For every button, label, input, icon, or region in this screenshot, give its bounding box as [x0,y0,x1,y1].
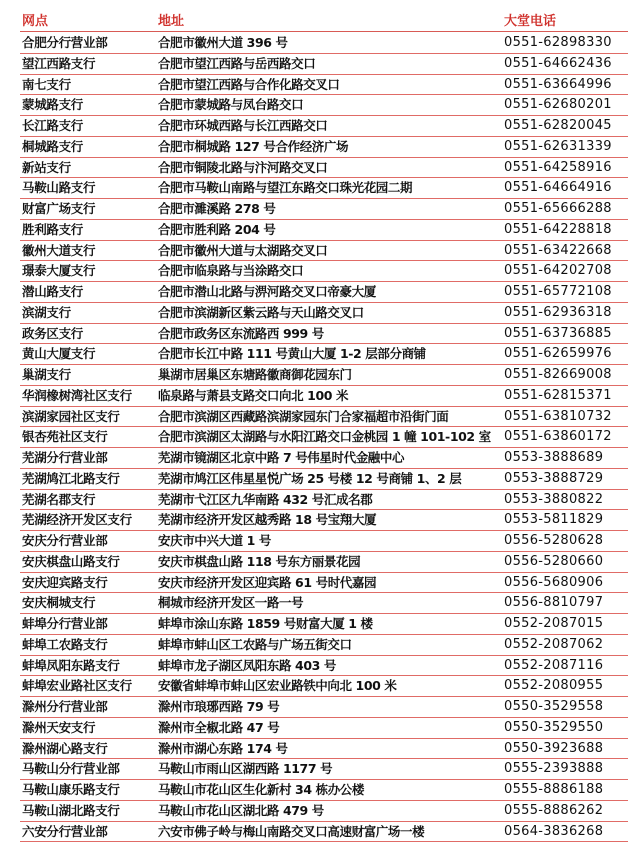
table-row [0,656,640,677]
branch-name: 胜利路支行 [22,221,84,237]
branch-phone: 0553-5811829 [504,512,604,528]
table-row [0,158,640,179]
table-row [0,303,640,324]
table-row [0,261,640,282]
branch-phone: 0551-62820045 [504,118,612,133]
branch-address: 合肥市潜山北路与淠河路交叉口帝豪大厦 [158,284,376,299]
branch-address: 合肥市政务区东流路西 999 号 [158,325,324,341]
branch-address: 合肥市蒙城路与凤台路交口 [158,97,304,113]
branch-name: 芜湖经济开发区支行 [22,512,132,528]
header-phone: 大堂电话 [504,14,557,29]
branch-name: 桐城路支行 [22,138,84,154]
branch-name: 蒙城路支行 [22,97,84,113]
branch-phone: 0551-64662436 [504,55,612,71]
branch-name: 滁州湖心路支行 [22,740,108,756]
branch-name: 安庆迎宾路支行 [22,574,108,590]
branch-phone: 0551-65666288 [504,201,612,216]
branch-name: 新站支行 [22,159,71,175]
branch-name: 安庆棋盘山路支行 [22,553,120,569]
branch-phone: 0551-64228818 [504,221,612,237]
branch-name: 滨湖家园社区支行 [22,408,120,424]
table-row [0,801,640,822]
table-row [0,282,640,303]
table-row [0,676,640,697]
table-row [0,75,640,96]
branch-phone: 0552-2080955 [504,678,604,694]
table-body [0,33,640,842]
branch-name: 黄山大厦支行 [22,346,96,362]
branch-phone: 0551-64664916 [504,180,612,196]
header-branch: 网点 [22,14,49,29]
table-row [0,33,640,54]
table-row [0,95,640,116]
branch-name: 华润橡树湾社区支行 [22,387,132,403]
branch-address: 合肥市铜陵北路与汴河路交叉口 [158,159,328,175]
table-row [0,427,640,448]
branch-phone: 0556-5280660 [504,553,604,569]
branch-address: 合肥市长江中路 111 号黄山大厦 1-2 层部分商铺 [158,346,426,362]
branch-phone: 0551-62680201 [504,97,612,113]
table-row [0,469,640,490]
table-row [0,137,640,158]
branch-name: 长江路支行 [22,118,84,133]
branch-address: 合肥市徽州大道 396 号 [158,35,288,50]
branch-address: 临泉路与萧县支路交口向北 100 米 [158,387,349,403]
branch-phone: 0552-2087116 [504,657,604,673]
branch-address: 合肥市滨湖区西藏路滨湖家园东门合家福超市沿街门面 [158,408,449,424]
branch-phone: 0564-3836268 [504,823,604,839]
branch-name: 银杏苑社区支行 [22,429,108,445]
branch-phone: 0556-5680906 [504,574,604,590]
branch-phone: 0552-2087015 [504,616,604,631]
branch-name: 望江西路支行 [22,55,96,71]
branch-address: 合肥市滨湖新区紫云路与天山路交叉口 [158,304,364,320]
branch-phone: 0551-62659976 [504,346,612,362]
table-row [0,407,640,428]
branch-address: 安徽省蚌埠市蚌山区宏业路铁中向北 100 米 [158,678,397,694]
branch-address: 合肥市桐城路 127 号合作经济广场 [158,138,349,154]
branch-phone: 0553-3888729 [504,470,604,486]
table-row [0,365,640,386]
branch-phone: 0551-62631339 [504,138,612,154]
branch-name: 蚌埠分行营业部 [22,616,108,631]
branch-phone: 0555-2393888 [504,761,604,777]
table-row [0,718,640,739]
branch-address: 芜湖市经济开发区越秀路 18 号宝翔大厦 [158,512,377,528]
branch-address: 安庆市中兴大道 1 号 [158,533,272,548]
branch-name: 滁州天安支行 [22,719,96,735]
table-row [0,324,640,345]
branch-name: 璟泰大厦支行 [22,263,96,279]
table-row [0,739,640,760]
table-row [0,220,640,241]
branch-name: 马鞍山分行营业部 [22,761,120,777]
table-row [0,199,640,220]
branch-name: 财富广场支行 [22,201,96,216]
branch-address: 马鞍山市花山区生化新村 34 栋办公楼 [158,782,364,797]
branch-name: 芜湖分行营业部 [22,450,108,465]
branch-name: 马鞍山康乐路支行 [22,782,120,797]
branch-name: 蚌埠工农路支行 [22,636,108,652]
table-row [0,116,640,137]
branch-phone: 0551-62815371 [504,387,612,403]
table-row [0,490,640,511]
table-row [0,241,640,262]
branch-phone: 0553-3880822 [504,491,604,507]
branch-name: 南七支行 [22,76,71,92]
branch-name: 政务区支行 [22,325,84,341]
branch-address: 六安市佛子岭与梅山南路交叉口高速财富广场一楼 [158,823,425,839]
branch-address: 桐城市经济开发区一路一号 [158,595,304,611]
branch-phone: 0556-5280628 [504,533,604,548]
branch-phone: 0550-3529550 [504,719,604,735]
branch-name: 芜湖名郡支行 [22,491,96,507]
branch-address: 马鞍山市花山区湖北路 479 号 [158,802,324,818]
branch-phone: 0551-63860172 [504,429,612,445]
branch-phone: 0551-62936318 [504,304,612,320]
table-row [0,822,640,843]
branch-address: 合肥市望江西路与合作化路交叉口 [158,76,340,92]
branch-phone: 0551-63422668 [504,242,612,258]
branch-name: 安庆桐城支行 [22,595,96,611]
branch-address: 合肥市临泉路与当涂路交口 [158,263,304,279]
branch-address: 芜湖市鸠江区伟星星悦广场 25 号楼 12 号商铺 1、2 层 [158,470,462,486]
branch-name: 六安分行营业部 [22,823,108,839]
header-address: 地址 [158,14,185,29]
branch-address: 合肥市徽州大道与太湖路交叉口 [158,242,328,258]
branch-name: 滁州分行营业部 [22,699,108,714]
branch-address: 芜湖市镜湖区北京中路 7 号伟星时代金融中心 [158,450,405,465]
table-row [0,573,640,594]
table-row [0,614,640,635]
table-row [0,759,640,780]
branch-name: 滨湖支行 [22,304,71,320]
branch-name: 合肥分行营业部 [22,35,108,50]
branch-phone: 0551-82669008 [504,367,612,382]
branch-address: 蚌埠市涂山东路 1859 号财富大厦 1 楼 [158,616,373,631]
branch-address: 合肥市胜利路 204 号 [158,221,276,237]
table-row [0,531,640,552]
table-row [0,386,640,407]
branch-address: 滁州市湖心东路 174 号 [158,740,288,756]
branch-name: 蚌埠宏业路社区支行 [22,678,132,694]
branch-name: 安庆分行营业部 [22,533,108,548]
branch-address: 合肥市滨湖区太湖路与水阳江路交口金桃园 1 幢 101-102 室 [158,429,491,445]
branch-phone: 0555-8886188 [504,782,604,797]
branch-phone: 0550-3923688 [504,740,604,756]
branch-address: 合肥市马鞍山南路与望江东路交口珠光花园二期 [158,180,413,196]
branch-name: 马鞍山湖北路支行 [22,802,120,818]
branch-address: 合肥市环城西路与长江西路交口 [158,118,328,133]
table-row [0,54,640,75]
branch-phone: 0551-64258916 [504,159,612,175]
table-row [0,635,640,656]
branch-phone: 0551-64202708 [504,263,612,279]
branch-address: 芜湖市弋江区九华南路 432 号汇成名郡 [158,491,373,507]
branch-address: 巢湖市居巢区东塘路徽商御花园东门 [158,367,352,382]
header-divider [20,31,628,32]
branch-phone: 0551-65772108 [504,284,612,299]
branch-name: 潜山路支行 [22,284,84,299]
branch-phone: 0553-3888689 [504,450,604,465]
branch-name: 芜湖鸠江北路支行 [22,470,120,486]
branch-phone: 0550-3529558 [504,699,604,714]
table-row [0,448,640,469]
table-row [0,510,640,531]
branch-phone: 0555-8886262 [504,802,604,818]
table-row [0,780,640,801]
branch-name: 巢湖支行 [22,367,71,382]
branch-address: 滁州市全椒北路 47 号 [158,719,280,735]
branch-address: 合肥市濉溪路 278 号 [158,201,276,216]
table-row [0,178,640,199]
branch-name: 蚌埠凤阳东路支行 [22,657,120,673]
branch-phone: 0551-63664996 [504,76,612,92]
table-row [0,593,640,614]
table-row [0,697,640,718]
table-row [0,552,640,573]
branch-phone: 0556-8810797 [504,595,604,611]
branch-address: 马鞍山市雨山区湖西路 1177 号 [158,761,333,777]
branch-name: 徽州大道支行 [22,242,96,258]
table-header [0,0,640,34]
branch-address: 安庆市棋盘山路 118 号东方丽景花园 [158,553,361,569]
branch-phone: 0551-63736885 [504,325,612,341]
branch-name: 马鞍山路支行 [22,180,96,196]
branch-address: 蚌埠市龙子湖区凤阳东路 403 号 [158,657,336,673]
branch-address: 蚌埠市蚌山区工农路与广场五街交口 [158,636,352,652]
branch-address: 合肥市望江西路与岳西路交口 [158,55,316,71]
branch-address: 安庆市经济开发区迎宾路 61 号时代嘉园 [158,574,377,590]
branch-phone: 0552-2087062 [504,636,604,652]
table-row [0,344,640,365]
branch-phone: 0551-62898330 [504,35,612,50]
branch-address: 滁州市琅琊西路 79 号 [158,699,280,714]
branch-phone: 0551-63810732 [504,408,612,424]
